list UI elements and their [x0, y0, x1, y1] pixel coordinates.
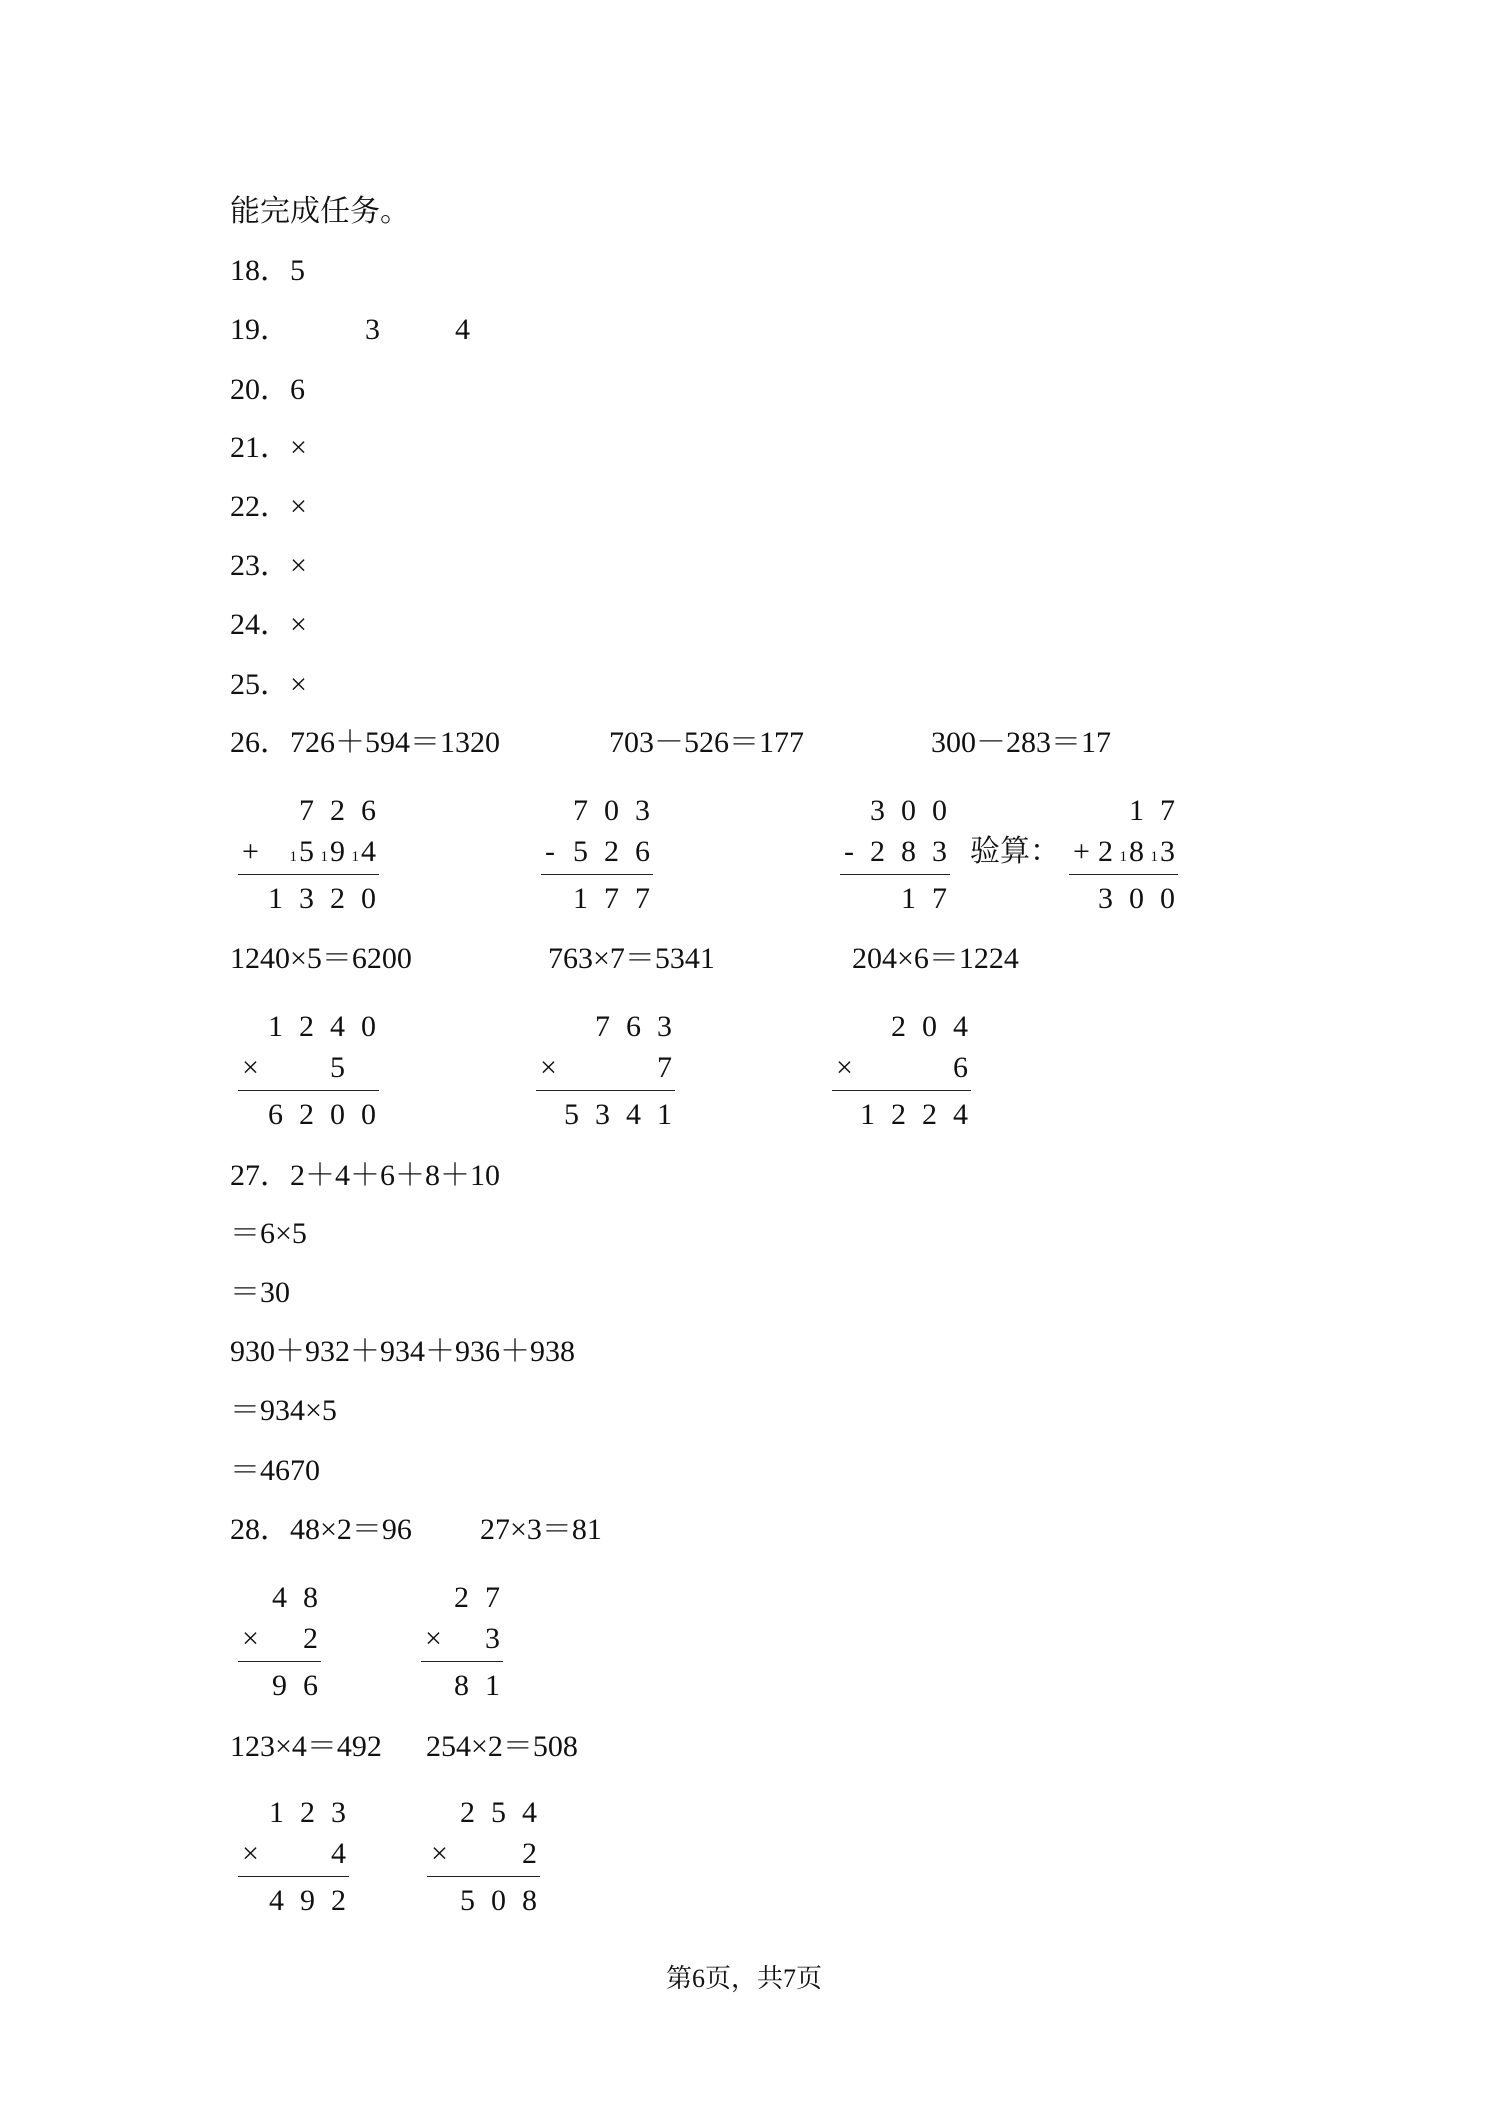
result-line	[238, 874, 379, 875]
digit: 7	[604, 882, 619, 915]
digit: 7	[595, 1010, 610, 1043]
operator-sign: ×	[242, 1837, 259, 1870]
answer-20: 20．6	[230, 373, 305, 406]
q28-equation-1: 28．48×2＝96	[230, 1513, 412, 1546]
digit: 3	[657, 1010, 672, 1043]
second-operand-row	[541, 837, 650, 867]
digit: 0	[1129, 882, 1144, 915]
vertical-check-addition	[1069, 796, 1178, 916]
vertical-multiplication-48	[238, 1583, 321, 1703]
digit-cell	[345, 1053, 376, 1083]
q28-equation-3: 123×4＝492	[230, 1730, 382, 1763]
digit: 6	[953, 1051, 968, 1084]
digit: 0	[604, 794, 619, 827]
q27-line-3: ＝30	[230, 1276, 290, 1309]
q28-equation-4: 254×2＝508	[426, 1730, 578, 1763]
digit: 2	[891, 1010, 906, 1043]
operator-sign: ×	[425, 1622, 442, 1655]
top-operand-row	[238, 1012, 376, 1042]
top-operand-row	[238, 1583, 318, 1613]
result-row	[541, 884, 650, 914]
vertical-multiplication-763	[536, 1012, 675, 1132]
digit: 0	[1160, 882, 1175, 915]
result-line	[238, 1876, 349, 1877]
digit-cell	[916, 837, 947, 867]
page-footer: 第6页，共7页	[665, 1964, 822, 1993]
digit: 5	[460, 1884, 475, 1917]
q26-equation-2: 703－526＝177	[609, 726, 804, 759]
digit: 2	[604, 835, 619, 868]
digit: 2	[1098, 835, 1113, 868]
result-line	[832, 1090, 971, 1091]
digit: 4	[269, 1884, 284, 1917]
digit: 3	[595, 1098, 610, 1131]
q26-mult-equation-2: 763×7＝5341	[548, 942, 715, 975]
top-operand-row	[238, 796, 376, 826]
second-operand-row	[832, 1053, 968, 1083]
second-operand-row	[238, 1053, 376, 1083]
result-line	[238, 1090, 379, 1091]
digit: 2	[922, 1098, 937, 1131]
result-row	[238, 1886, 346, 1916]
digit: 5	[330, 1051, 345, 1084]
digit: 6	[626, 1010, 641, 1043]
digit: 0	[491, 1884, 506, 1917]
digit-cell	[315, 1839, 346, 1869]
vertical-multiplication-254	[427, 1798, 540, 1918]
digit: 7	[932, 882, 947, 915]
digit: 0	[361, 1098, 376, 1131]
top-operand-row	[541, 796, 650, 826]
digit: 3	[932, 835, 947, 868]
digit: 2	[303, 1622, 318, 1655]
digit: 6	[361, 794, 376, 827]
answer-21: 21．×	[230, 431, 307, 464]
answer-19-label: 19．	[230, 313, 290, 346]
q27-line-5: ＝934×5	[230, 1394, 337, 1427]
digit: 1	[268, 882, 283, 915]
result-row	[1069, 884, 1175, 914]
digit: 0	[922, 1010, 937, 1043]
digit: 2	[299, 1010, 314, 1043]
result-line	[840, 874, 950, 875]
digit: 7	[299, 794, 314, 827]
digit: 1	[268, 1010, 283, 1043]
carry-mark: 1	[1150, 849, 1158, 865]
digit: 0	[361, 882, 376, 915]
digit: 3	[485, 1622, 500, 1655]
digit-cell	[619, 837, 650, 867]
digit: 0	[901, 794, 916, 827]
operator-sign: +	[242, 835, 259, 868]
digit: 5	[299, 835, 314, 868]
digit: 4	[330, 1010, 345, 1043]
digit: 0	[932, 794, 947, 827]
carry-mark: 1	[1119, 849, 1127, 865]
digit: 7	[485, 1581, 500, 1614]
digit-cell	[283, 837, 314, 867]
digit: 8	[454, 1669, 469, 1702]
digit: 6	[303, 1669, 318, 1702]
digit-cell	[641, 1053, 672, 1083]
result-row	[238, 1671, 318, 1701]
digit-cell	[345, 837, 376, 867]
digit: 2	[299, 1098, 314, 1131]
operator-sign: ×	[242, 1051, 259, 1084]
second-operand-row	[840, 837, 947, 867]
top-operand-row	[427, 1798, 537, 1828]
result-line	[1069, 874, 1178, 875]
operator-sign: +	[1073, 835, 1090, 868]
vertical-multiplication-1240	[238, 1012, 379, 1132]
digit: 6	[268, 1098, 283, 1131]
vertical-multiplication-27	[421, 1583, 503, 1703]
digit: 1	[573, 882, 588, 915]
digit: 6	[635, 835, 650, 868]
result-row	[421, 1671, 500, 1701]
digit: 1	[269, 1796, 284, 1829]
digit: 2	[331, 1884, 346, 1917]
operator-sign: ×	[836, 1051, 853, 1084]
carry-mark: 1	[351, 849, 359, 865]
operator-sign: ×	[540, 1051, 557, 1084]
second-operand-row	[238, 837, 376, 867]
digit: 2	[891, 1098, 906, 1131]
top-operand-row	[536, 1012, 672, 1042]
second-operand-row	[1069, 837, 1175, 867]
q27-line-6: ＝4670	[230, 1454, 320, 1487]
vertical-subtraction-703	[541, 796, 653, 916]
q26-equation-3: 300－283＝17	[931, 726, 1111, 759]
digit: 2	[870, 835, 885, 868]
result-line	[536, 1090, 675, 1091]
second-operand-row	[421, 1624, 500, 1654]
digit: 5	[564, 1098, 579, 1131]
digit: 0	[330, 1098, 345, 1131]
digit-cell	[937, 1053, 968, 1083]
result-row	[840, 884, 947, 914]
digit: 7	[1160, 794, 1175, 827]
q27-line-2: ＝6×5	[230, 1217, 307, 1250]
result-row	[536, 1100, 672, 1130]
digit: 4	[953, 1098, 968, 1131]
digit: 5	[491, 1796, 506, 1829]
digit-cell	[1082, 837, 1113, 867]
carry-mark: 1	[289, 849, 297, 865]
answer-18: 18．5	[230, 254, 305, 287]
answer-24: 24．×	[230, 608, 307, 641]
digit: 4	[331, 1837, 346, 1870]
digit: 1	[1129, 794, 1144, 827]
result-row	[832, 1100, 968, 1130]
digit: 3	[331, 1796, 346, 1829]
top-operand-row	[421, 1583, 500, 1613]
digit-cell	[885, 837, 916, 867]
q26-mult-equation-3: 204×6＝1224	[852, 942, 1019, 975]
digit: 9	[300, 1884, 315, 1917]
second-operand-row	[427, 1839, 537, 1869]
digit: 9	[330, 835, 345, 868]
digit: 8	[522, 1884, 537, 1917]
digit-cell	[469, 1624, 500, 1654]
digit: 3	[1160, 835, 1175, 868]
digit: 4	[272, 1581, 287, 1614]
digit: 0	[361, 1010, 376, 1043]
digit: 3	[1098, 882, 1113, 915]
digit: 8	[901, 835, 916, 868]
digit-cell	[1113, 837, 1144, 867]
digit: 1	[657, 1098, 672, 1131]
digit: 7	[635, 882, 650, 915]
digit: 1	[485, 1669, 500, 1702]
result-row	[238, 1100, 376, 1130]
intro-text: 能完成任务。	[230, 195, 410, 228]
digit: 1	[860, 1098, 875, 1131]
result-row	[238, 884, 376, 914]
vertical-addition-726	[238, 796, 379, 916]
digit: 2	[460, 1796, 475, 1829]
vertical-multiplication-204	[832, 1012, 971, 1132]
digit: 3	[299, 882, 314, 915]
digit: 2	[522, 1837, 537, 1870]
q26-mult-equation-1: 1240×5＝6200	[230, 942, 412, 975]
q26-equation-1: 26．726＋594＝1320	[230, 726, 500, 759]
second-operand-row	[536, 1053, 672, 1083]
digit-cell	[314, 1053, 345, 1083]
top-operand-row	[840, 796, 947, 826]
top-operand-row	[238, 1798, 346, 1828]
digit: 7	[573, 794, 588, 827]
result-line	[421, 1661, 503, 1662]
answer-22: 22．×	[230, 490, 307, 523]
top-operand-row	[832, 1012, 968, 1042]
digit: 2	[330, 794, 345, 827]
digit: 2	[300, 1796, 315, 1829]
second-operand-row	[238, 1624, 318, 1654]
digit: 2	[454, 1581, 469, 1614]
digit: 1	[901, 882, 916, 915]
digit-cell	[854, 837, 885, 867]
digit: 4	[626, 1098, 641, 1131]
operator-sign: ×	[242, 1622, 259, 1655]
digit: 7	[657, 1051, 672, 1084]
result-line	[427, 1876, 540, 1877]
answer-19-blank-1: 3	[365, 313, 380, 346]
digit-cell	[287, 1624, 318, 1654]
vertical-subtraction-300	[840, 796, 950, 916]
second-operand-row	[238, 1839, 346, 1869]
digit: 8	[303, 1581, 318, 1614]
digit: 4	[522, 1796, 537, 1829]
result-row	[427, 1886, 537, 1916]
operator-sign: ×	[431, 1837, 448, 1870]
digit-cell	[557, 837, 588, 867]
result-line	[541, 874, 653, 875]
digit: 4	[953, 1010, 968, 1043]
carry-mark: 1	[320, 849, 328, 865]
digit-cell	[1144, 837, 1175, 867]
top-operand-row	[1069, 796, 1175, 826]
q27-line-1: 27．2＋4＋6＋8＋10	[230, 1159, 500, 1192]
digit: 3	[635, 794, 650, 827]
answer-19-blank-2: 4	[455, 313, 470, 346]
q28-equation-2: 27×3＝81	[480, 1513, 602, 1546]
digit: 9	[272, 1669, 287, 1702]
operator-sign: -	[545, 835, 555, 868]
answer-23: 23．×	[230, 549, 307, 582]
check-label: 验算：	[970, 835, 1060, 868]
digit-cell	[588, 837, 619, 867]
q27-line-4: 930＋932＋934＋936＋938	[230, 1335, 575, 1368]
digit: 8	[1129, 835, 1144, 868]
operator-sign: -	[844, 835, 854, 868]
digit: 5	[573, 835, 588, 868]
vertical-multiplication-123	[238, 1798, 349, 1918]
answer-25: 25．×	[230, 668, 307, 701]
digit-cell	[506, 1839, 537, 1869]
digit: 4	[361, 835, 376, 868]
result-line	[238, 1661, 321, 1662]
digit: 3	[870, 794, 885, 827]
digit: 2	[330, 882, 345, 915]
digit-cell	[314, 837, 345, 867]
